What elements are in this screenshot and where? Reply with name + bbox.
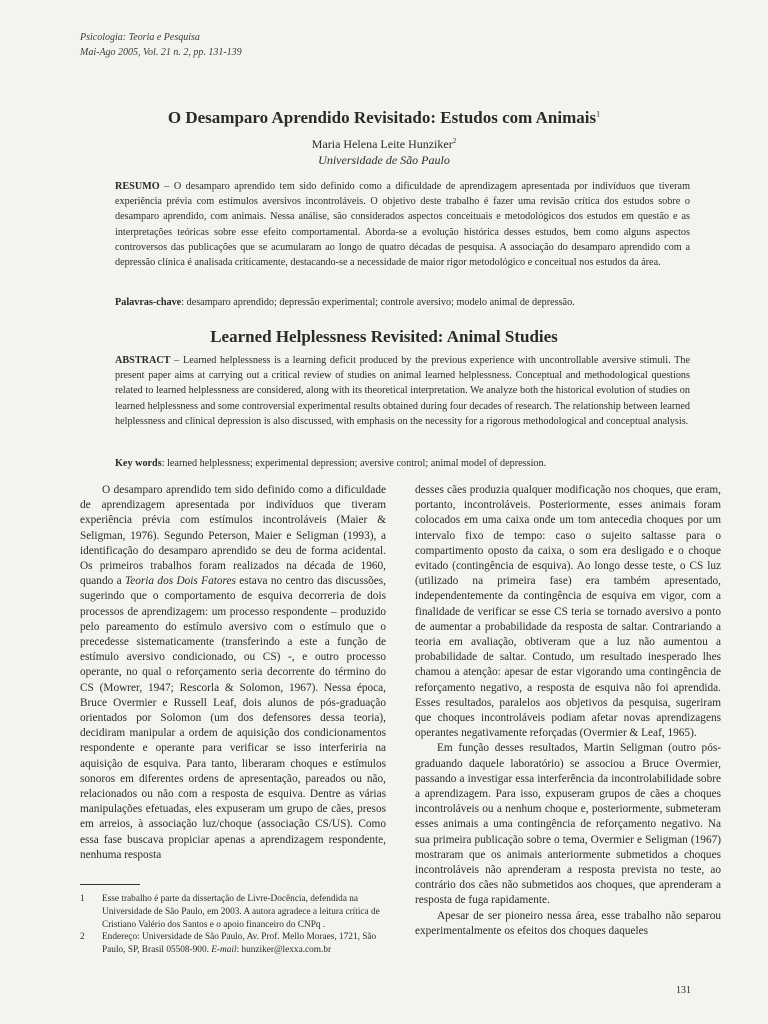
footnote-number: 2 xyxy=(80,932,85,942)
page-number: 131 xyxy=(676,985,691,996)
key-words xyxy=(115,456,690,471)
title-note-marker: 1 xyxy=(596,109,601,119)
body-paragraph: Apesar de ser pioneiro nessa área, esse trabalho não separou experimentalmente os efeitos dos choques daqueles xyxy=(415,909,721,937)
footnote-number: 1 xyxy=(80,894,85,904)
footnote-2 xyxy=(80,931,386,957)
body-text: O desamparo aprendido tem sido definido como a dificuldade de aprendizagem apresentada por indivíduos que tiveram experiência prévia com estímulos incontroláveis (Maier & Seligman, 1976). Segundo Peterson, Maier e Seligman (1993), a identificação do desamparo aprendido se deu de forma acidental. Os primeiros trabalhos foram realizados na década de 1960, quando a xyxy=(80,484,386,588)
email-label: E-mail xyxy=(211,945,237,955)
abstract-text: – Learned helplessness is a learning deficit produced by the previous experience with uncontrollable aversive stimuli. The present paper aims at carrying out a critical review of studies on animal learned helplessness. Conceptual and methodological questions related to learned helplessness are considered, along with its theoretical interpretation. We analyze both the historical evolution of studies on learned helplessness and some controversial experimental results obtained during four decades of research. The relationship between learned helplessness and clinical depression is also discussed, with emphasis on the necessity for a rigorous methodological and conceptual analysis. xyxy=(115,355,690,427)
abstract-block xyxy=(115,353,690,429)
issue-info: Mai-Ago 2005, Vol. 21 n. 2, pp. 131-139 xyxy=(80,47,242,58)
body-column-right xyxy=(415,483,721,939)
theory-name: Teoria dos Dois Fatores xyxy=(124,575,236,588)
author-note-marker: 2 xyxy=(452,137,457,145)
body-text: estava no centro das discussões, sugerindo que o comportamento de esquiva decorreria de dois processos de aprendizagem: um processo respondente – produzido pelo pareamento do estímulo aversivo com o estímulo que o precedesse sistematicamente (transferindo a este a função de estímulo aversivo condicionado, ou CS) -, e outro processo operante, no qual o reforçamento seria decorrente do término do CS (Mowrer, 1947; Rescorla & Solomon, 1967). Nessa época, Bruce Overmier e Russell Leaf, dois alunos de pós-graduação orientados por Solomon (um dos defensores dessa teoria), decidiram manipular a ordem de aquisição dos condicionamentos respondente e operante para verificar se isso interferiria na aquisição de esquiva. Para tanto, liberaram choques e estímulos sonoros em diferentes ordens de apresentação, pareados ou não, relacionados ou não com a resposta de esquiva. Dentre as várias manipulações efetuadas, eles expuseram um grupo de cães, presos em arreios, à associação luz/choque (associação CS/US). Como essa fase buscava propiciar apenas a aprendizagem respondente, nenhuma resposta xyxy=(80,575,387,861)
body-paragraph: desses cães produzia qualquer modificação nos choques, que eram, portanto, incontroláveis. Posteriormente, esses animais foram colocados em uma caixa onde um tom antecedia choques por um intervalo fixo de tempo: caso o sujeito saltasse para o compartimento oposto da caixa, o som era desligado e o choque evitado (contingência de esquiva). Ao longo desse teste, o CS luz (utilizado na primeira fase) era também apresentado, independentemente da contingência de esquiva em vigor, com a finalidade de verificar se esse CS teria se tornado aversivo a ponto de aumentar a probabilidade da resposta de saltar. Contrariando a teoria em avaliação, obtiveram que a luz não aumentou a probabilidade de saltar. Contudo, um resultado inesperado lhes chamou a atenção: apesar de estar vigorando uma contingência de reforçamento negativo, a resposta de esquiva não foi aprendida. Esses resultados, paralelos aos objetivos da pesquisa, sugeriram que choques incontroláveis podiam afetar novas aprendizagens operantes negativamente reforçadas (Overmier & Leaf, 1965). xyxy=(415,484,721,740)
resumo-block xyxy=(115,179,690,270)
author-affiliation: Universidade de São Paulo xyxy=(318,153,450,167)
email-address: : hunziker@lexxa.com.br xyxy=(236,945,332,955)
footnote-1 xyxy=(80,893,386,932)
footnote-divider xyxy=(80,884,140,885)
keywords-label: Key words xyxy=(115,458,162,469)
keywords-text: : learned helplessness; experimental depression; aversive control; animal model of depression. xyxy=(161,458,547,469)
body-paragraph xyxy=(80,483,386,863)
paper-title xyxy=(60,108,708,128)
resumo-label: RESUMO xyxy=(115,181,160,192)
footnote-text: Esse trabalho é parte da dissertação de Livre-Docência, defendida na Universidade de São Paulo, em 2003. A autora agradece a leitura crítica de Cristiano Valério dos Santos e o apoio financeiro do CNPq . xyxy=(102,894,380,930)
english-title: Learned Helplessness Revisited: Animal Studies xyxy=(210,327,558,346)
running-header xyxy=(80,30,242,60)
abstract-label: ABSTRACT xyxy=(115,355,171,366)
palavras-label: Palavras-chave xyxy=(115,297,182,308)
body-paragraph: Em função desses resultados, Martin Seligman (outro pós-graduando daquele laboratório) se associou a Bruce Overmier, passando a investigar essa interferência da incontrolabilidade sobre a aprendizagem. Para isso, expuseram grupos de cães a choques incontroláveis ou a nenhum choque e, posteriormente, submeteram esses animais a uma contingência de reforçamento negativo. Na sua primeira publicação sobre o tema, Overmier e Seligman (1967) mostraram que os animais anteriormente submetidos a choques incontroláveis não aprenderam a resposta prevista no teste, ao contrário dos cães não submetidos aos choques, que aprenderam a resposta de fuga rapidamente. xyxy=(415,742,721,907)
author-block xyxy=(60,133,708,168)
resumo-text: – O desamparo aprendido tem sido definido como a dificuldade de aprendizagem apresentada por indivíduos que tiveram experiência prévia com estímulos aversivos incontroláveis. O objetivo deste trabalho é fazer uma revisão crítica dos estudos sobre o desamparo aprendido, com animais. Nessa análise, são considerados aspectos conceituais e metodológicos dos estudos em questão e as interpretações teóricas sobre esse efeito comportamental. Aborda-se a evolução histórica desses estudos, bem como alguns aspectos controversos das publicações que se acumularam ao longo de quatro décadas de pesquisa. A associação do desamparo aprendido com a depressão clínica é analisada criticamente, destacando-se a necessidade de maior rigor metodológico e conceitual nos estudos da área. xyxy=(115,181,690,269)
title-text: O Desamparo Aprendido Revisitado: Estudos com Animais xyxy=(167,108,597,127)
footnote-text: Endereço: Universidade de São Paulo, Av. Prof. Mello Moraes, 1721, São Paulo, SP, Brasil 05508-900. E-mail: hunziker@lexxa.com.br xyxy=(102,932,377,955)
journal-name: Psicologia: Teoria e Pesquisa xyxy=(80,32,200,43)
author-name: Maria Helena Leite Hunziker xyxy=(311,137,453,151)
palavras-text: : desamparo aprendido; depressão experimental; controle aversivo; modelo animal de depressão. xyxy=(181,297,575,308)
palavras-chave xyxy=(115,295,690,310)
body-column-left xyxy=(80,483,386,863)
